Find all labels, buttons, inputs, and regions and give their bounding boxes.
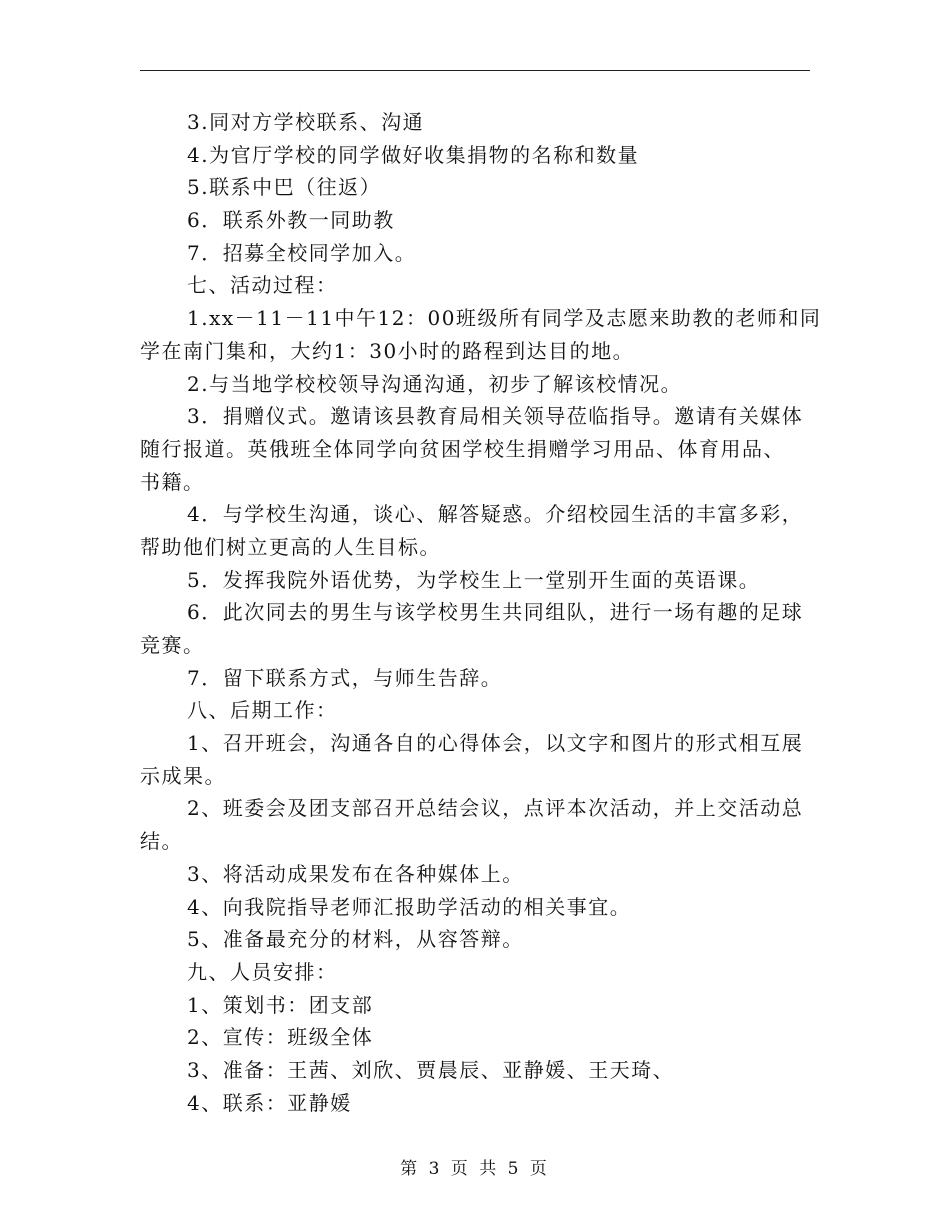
text-line: 书籍。 (140, 469, 205, 494)
text-line: 4．与学校生沟通，谈心、解答疑惑。介绍校园生活的丰富多彩， (187, 502, 804, 527)
text-line: 学在南门集和，大约1：30小时的路程到达目的地。 (140, 338, 635, 363)
text-line: 5.联系中巴（往返） (187, 175, 382, 200)
text-line: 7．留下联系方式，与师生告辞。 (187, 665, 503, 690)
text-line: 4、向我院指导老师汇报助学活动的相关事宜。 (187, 894, 632, 919)
text-line: 示成果。 (140, 763, 226, 788)
text-line: 6．此次同去的男生与该学校男生共同组队，进行一场有趣的足球 (187, 600, 804, 625)
text-line: 结。 (140, 829, 183, 854)
section-heading: 八、后期工作： (187, 698, 338, 723)
text-line: 5、准备最充分的材料，从容答辩。 (187, 927, 524, 952)
page-footer: 第 3 页 共 5 页 (400, 1159, 550, 1179)
text-line: 1、召开班会，沟通各自的心得体会，以文字和图片的形式相互展 (187, 731, 804, 756)
header-rule (140, 70, 810, 71)
text-line: 帮助他们树立更高的人生目标。 (140, 534, 441, 559)
text-line: 7．招募全校同学加入。 (187, 240, 417, 265)
text-line: 1、策划书：团支部 (187, 992, 374, 1017)
text-line: 3.同对方学校联系、沟通 (187, 110, 425, 134)
text-line: 5．发挥我院外语优势，为学校生上一堂别开生面的英语课。 (187, 567, 761, 592)
text-line: 4.为官厅学校的同学做好收集捐物的名称和数量 (187, 142, 640, 167)
text-line: 3、将活动成果发布在各种媒体上。 (187, 861, 524, 886)
section-heading: 九、人员安排： (187, 959, 338, 984)
document-body (140, 106, 822, 1119)
section-heading: 七、活动过程： (187, 273, 338, 298)
text-line: 随行报道。英俄班全体同学向贫困学校生捐赠学习用品、体育用品、 (140, 436, 785, 461)
text-line: 4、联系：亚静媛 (187, 1090, 352, 1115)
text-line: 3、准备：王茜、刘欣、贾晨辰、亚静媛、王天琦、 (187, 1057, 675, 1082)
text-line: 1.xx－11－11中午12：00班级所有同学及志愿来助教的老师和同 (187, 306, 822, 331)
text-line: 2、宣传：班级全体 (187, 1025, 374, 1050)
text-line: 竞赛。 (140, 633, 205, 657)
text-line: 2.与当地学校校领导沟通沟通，初步了解该校情况。 (187, 371, 683, 396)
text-line: 3．捐赠仪式。邀请该县教育局相关领导莅临指导。邀请有关媒体 (187, 404, 804, 429)
text-line: 2、班委会及团支部召开总结会议，点评本次活动，并上交活动总 (187, 796, 804, 821)
text-line: 6．联系外教一同助教 (187, 208, 395, 233)
